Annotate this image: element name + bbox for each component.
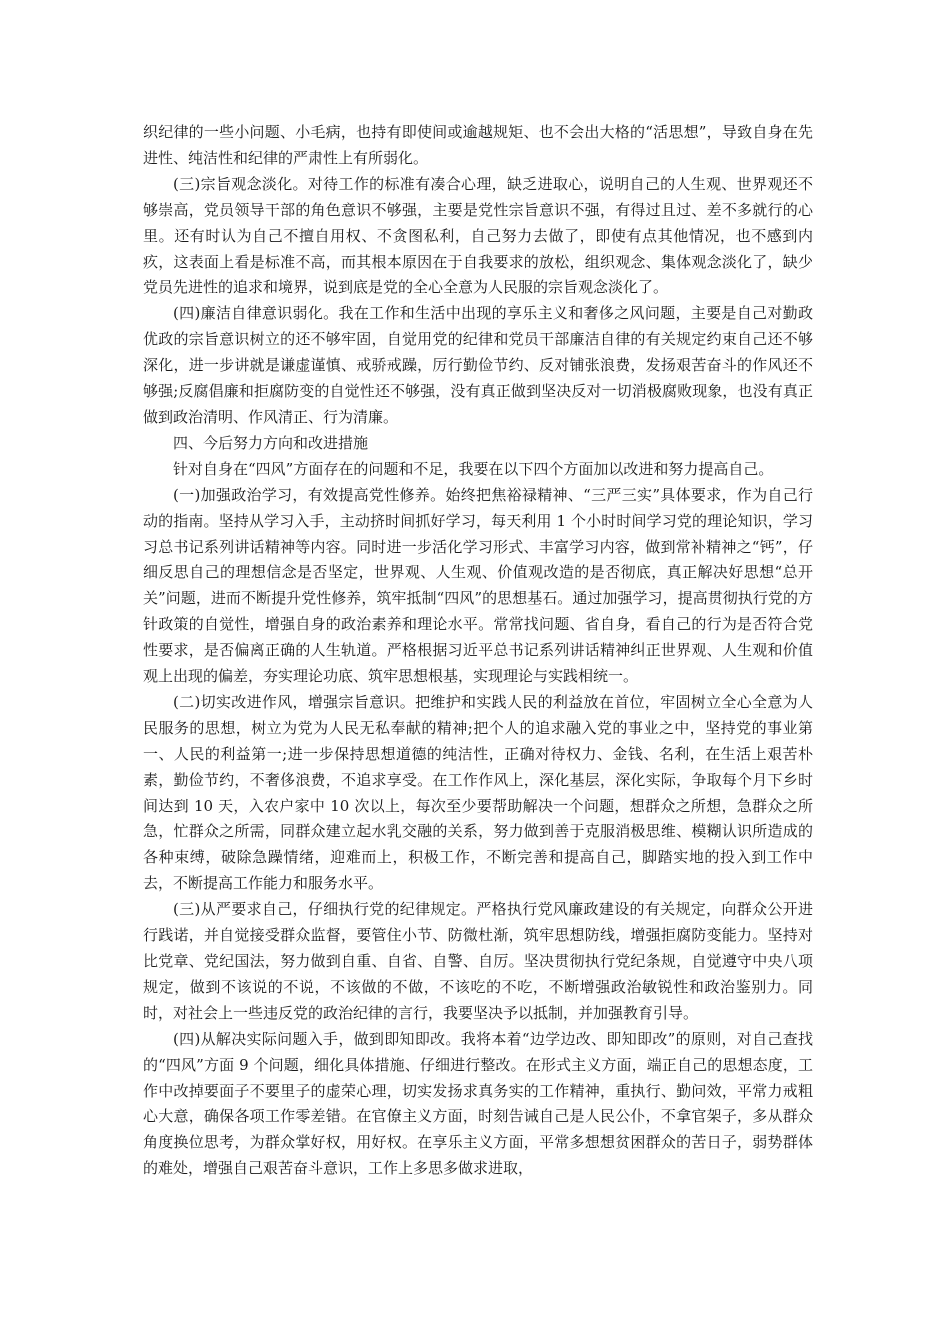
paragraph-5: 针对自身在“四风”方面存在的问题和不足，我要在以下四个方面加以改进和努力提高自己。 — [173, 459, 774, 478]
paragraph-7: (二)切实改进作风，增强宗旨意识。把维护和实践人民的利益放在首位，牢固树立全心全意为人民服务的思想，树立为党为人民无私奉献的精神;把个人的追求融入党的事业之中，坚持党的事业第一、人民的利益第一;进一步保持思想道德的纯洁性，正确对待权力、金钱、名利，在生活上艰苦朴素，勤俭节约，不奢侈浪费，不追求享受。在工作作风上，深化基层，深化实际，争取每个月下乡时间达到 10 天，入农户家中 10 次以上，每次至少要帮助解决一个问题，想群众之所想，急群众之所急，忙群众之所需，同群众建立起水乳交融的关系，努力做到善于克服消极思维、模糊认识所造成的各种束缚，破除急躁情绪，迎难而上，积极工作，不断完善和提高自己，脚踏实地的投入到工作中去，不断提高工作能力和服务水平。 — [143, 692, 813, 893]
paragraph-1: 织纪律的一些小问题、小毛病，也持有即使间或逾越规矩、也不会出大格的“活思想”，导致自身在先进性、纯洁性和纪律的严肃性上有所弱化。 — [143, 123, 813, 167]
paragraph-6: (一)加强政治学习，有效提高党性修养。始终把焦裕禄精神、“三严三实”具体要求，作为自己行动的指南。坚持从学习入手，主动挤时间抓好学习，每天利用 1 个小时时间学习党的理论知识，学习习总书记系列讲话精神等内容。同时进一步活化学习形式、丰富学习内容，做到常补精神之“钙”，仔细反思自己的理想信念是否坚定，世界观、人生观、价值观改造的是否彻底，真正解决好思想“总开关”问题，进而不断提升党性修养，筑牢抵制“四风”的思想基石。通过加强学习，提高贯彻执行党的方针政策的自觉性，增强自身的政治素养和理论水平。常常找问题、省自身，看自己的行为是否符合党性要求，是否偏离正确的人生轨道。严格根据习近平总书记系列讲话精神纠正世界观、人生观和价值观上出现的偏差，夯实理论功底、筑牢思想根基，实现理论与实践相统一。 — [143, 485, 813, 686]
paragraph-8: (三)从严要求自己，仔细执行党的纪律规定。严格执行党风廉政建设的有关规定，向群众公开进行践诺，并自觉接受群众监督，要管住小节、防微杜渐，筑牢思想防线，增强拒腐防变能力。坚持对比党章、党纪国法，努力做到自重、自省、自警、自厉。坚决贯彻执行党纪条规，自觉遵守中央八项规定，做到不该说的不说，不该做的不做，不该吃的不吃，不断增强政治敏锐性和政治鉴别力。同时，对社会上一些违反党的政治纪律的言行，我要坚决予以抵制，并加强教育引导。 — [143, 900, 813, 1022]
document-page — [143, 120, 813, 1182]
section-heading: 四、今后努力方向和改进措施 — [173, 433, 369, 452]
paragraph-2: (三)宗旨观念淡化。对待工作的标准有凑合心理，缺乏进取心，说明自己的人生观、世界观还不够崇高，党员领导干部的角色意识不够强，主要是党性宗旨意识不强，有得过且过、差不多就行的心里。还有时认为自己不擅自用权、不贪图私利，自己努力去做了，即使有点其他情况，也不感到内疚，这表面上看是标准不高，而其根本原因在于自我要求的放松，组织观念、集体观念淡化了，缺少党员先进性的追求和境界，说到底是党的全心全意为人民服的宗旨观念淡化了。 — [143, 174, 813, 297]
paragraph-9: (四)从解决实际问题入手，做到即知即改。我将本着“边学边改、即知即改”的原则，对自己查找的“四风”方面 9 个问题，细化具体措施、仔细进行整改。在形式主义方面，端正自己的思想态度，工作中改掉要面子不要里子的虚荣心理，切实发扬求真务实的工作精神，重执行、勤问效，平常力戒粗心大意，确保各项工作零差错。在官僚主义方面，时刻告诫自己是人民公仆，不拿官架子，多从群众角度换位思考，为群众掌好权，用好权。在享乐主义方面，平常多想想贫困群众的苦日子，弱势群体的难处，增强自己艰苦奋斗意识，工作上多思多做求进取， — [143, 1029, 813, 1178]
paragraph-3: (四)廉洁自律意识弱化。我在工作和生活中出现的享乐主义和奢侈之风问题，主要是自己对勤政优政的宗旨意识树立的还不够牢固，自觉用党的纪律和党员干部廉洁自律的有关规定约束自己还不够深化，进一步讲就是谦虚谨慎、戒骄戒躁，厉行勤俭节约、反对铺张浪费，发扬艰苦奋斗的作风还不够强;反腐倡廉和拒腐防变的自觉性还不够强，没有真正做到坚决反对一切消极腐败现象，也没有真正做到政治清明、作风清正、行为清廉。 — [143, 304, 813, 426]
